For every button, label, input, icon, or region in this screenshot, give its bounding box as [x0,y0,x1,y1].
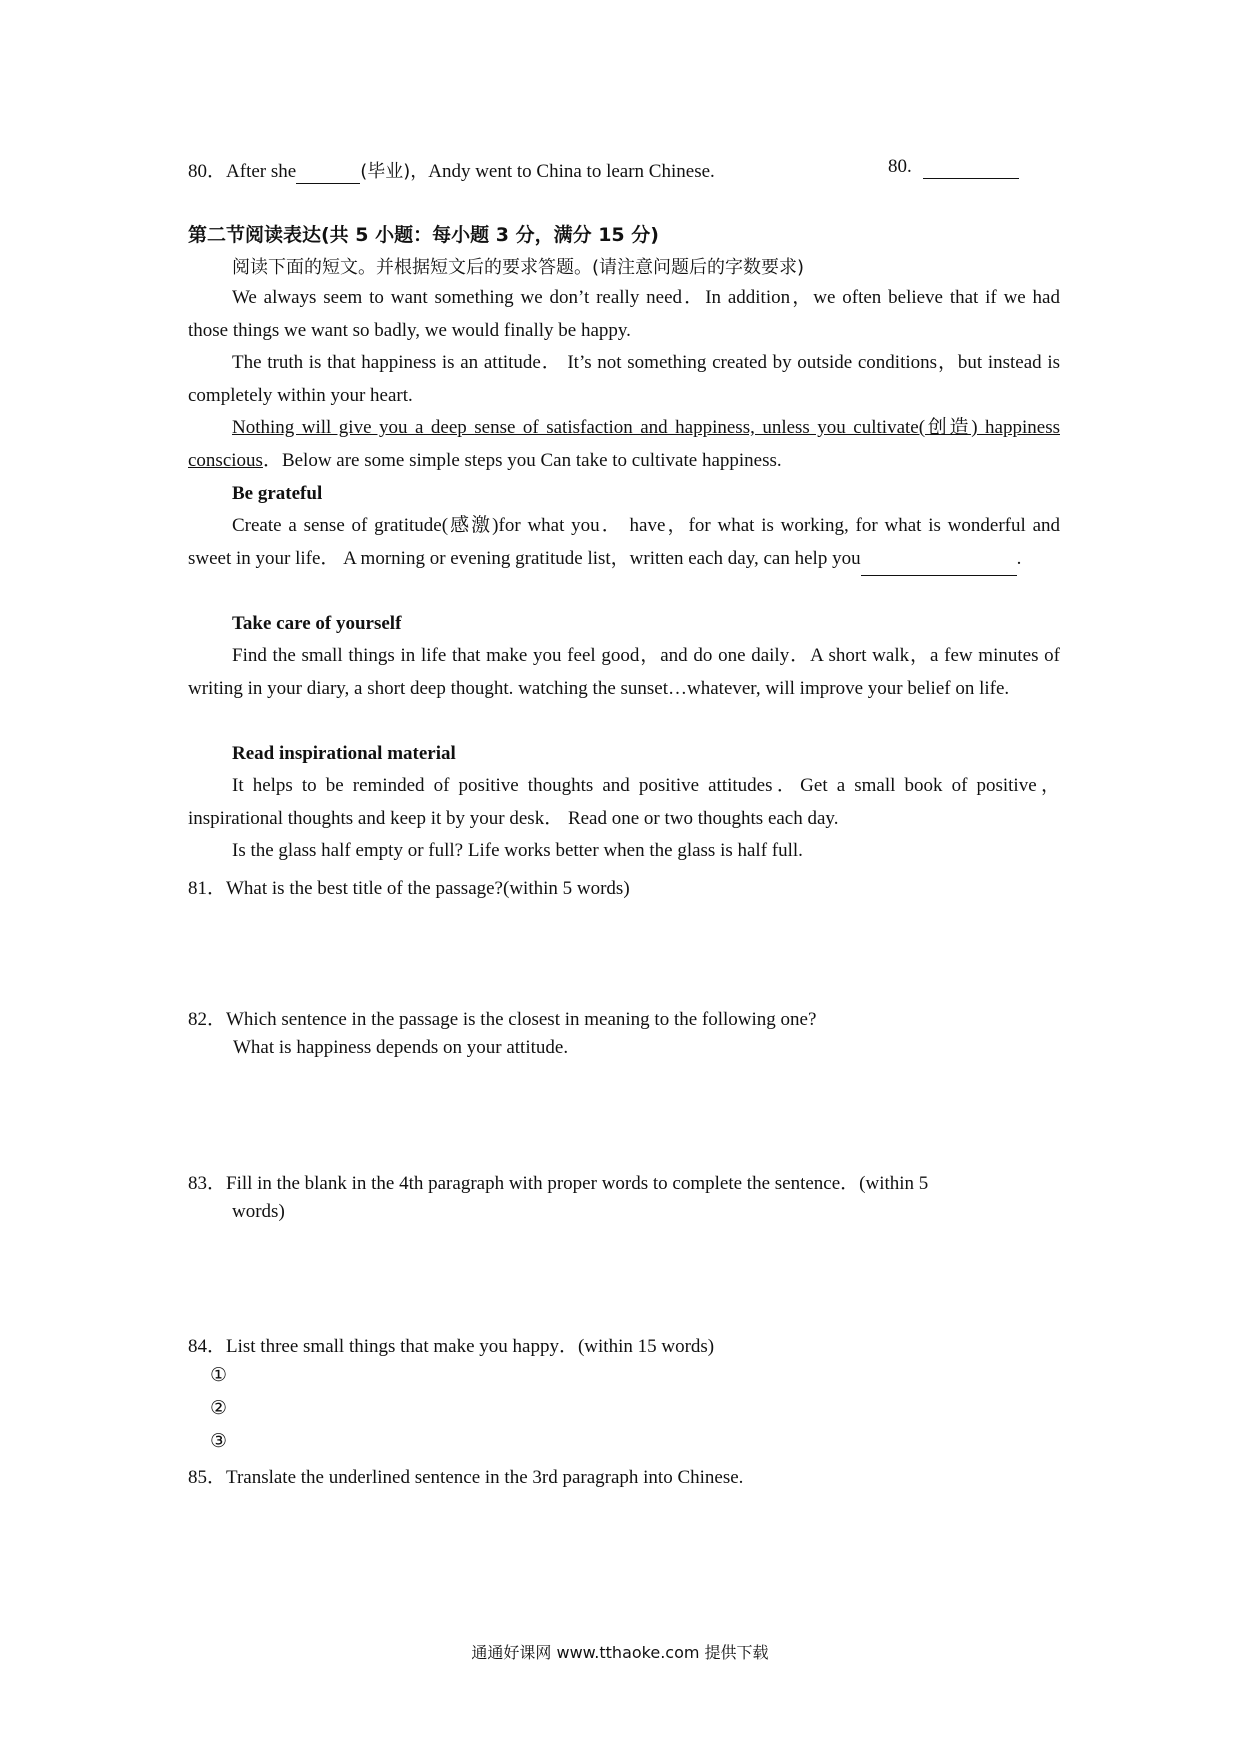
q80-blank[interactable] [296,161,360,184]
question-84: 84．List three small things that make you happy．(within 15 words) [188,1336,715,1357]
paragraph-4-blank[interactable] [861,543,1017,577]
q84-item-3: ③ [210,1430,228,1452]
passage-paragraph-5: Find the small things in life that make you feel good，and do one daily．A short walk，a few minutes of writing in your diary, a short deep thought. watching the sunset…whatever, will improve your belief on life. [188,645,1060,699]
question-82-sentence: What is happiness depends on your attitude. [233,1037,569,1058]
passage-paragraph-4 [188,510,1060,576]
q80-answer-blank[interactable] [923,156,1019,179]
q80-answer-label: 80. [888,156,912,177]
section-instruction: 阅读下面的短文。并根据短文后的要求答题。(请注意问题后的字数要求) [232,257,805,278]
q84-item-1: ① [210,1364,228,1386]
passage-paragraph-1: We always seem to want something we don’t really need．In addition，we often believe that if we had those things we want so badly, we would finally be happy. [188,287,1060,341]
paragraph-3-rest: ．Below are some simple steps you Can take to cultivate happiness. [262,449,782,471]
paragraph-4-text: Create a sense of gratitude(感激)for what you． have，for what is working, for what is wonderful and sweet in your life． A morning or evening gratitude list，written each day, can help you [188,515,1060,569]
passage-paragraph-7: Is the glass half empty or full? Life works better when the glass is half full. [232,840,803,861]
heading-read-inspirational: Read inspirational material [232,743,456,764]
heading-be-grateful: Be grateful [232,483,323,504]
question-81: 81．What is the best title of the passage?(within 5 words) [188,878,630,899]
q80-hint: (毕业)， [360,161,429,182]
q80-number: 80． [188,161,227,182]
q84-item-2: ② [210,1397,228,1419]
q80-text-after: Andy went to China to learn Chinese. [428,161,715,182]
passage-paragraph-6: It helps to be reminded of positive thoughts and positive attitudes．Get a small book of positive，inspirational thoughts and keep it by your desk． Read one or two thoughts each day. [188,775,1060,829]
q80-answer-line [888,156,1019,179]
question-83-continued: words) [232,1201,285,1222]
paragraph-4-end: . [1016,547,1022,569]
section-heading: 第二节阅读表达(共 5 小题：每小题 3 分，满分 15 分) [188,224,659,246]
underlined-sentence: Nothing will give you a deep sense of satisfaction and happiness, unless you cultivate(创造) happiness conscious [188,417,1060,471]
heading-take-care: Take care of yourself [232,613,402,634]
question-85: 85．Translate the underlined sentence in the 3rd paragraph into Chinese. [188,1467,744,1488]
q80-text-before: After she [226,161,297,182]
page-footer: 通通好课网 www.tthaoke.com 提供下载 [471,1643,769,1662]
passage-paragraph-3 [188,412,1060,477]
question-80 [188,156,715,184]
passage-paragraph-2: The truth is that happiness is an attitude． It’s not something created by outside conditions，but instead is completely within your heart. [188,352,1060,406]
question-83: 83．Fill in the blank in the 4th paragraph with proper words to complete the sentence．(within 5 [188,1173,929,1194]
question-82: 82．Which sentence in the passage is the closest in meaning to the following one? [188,1009,817,1030]
